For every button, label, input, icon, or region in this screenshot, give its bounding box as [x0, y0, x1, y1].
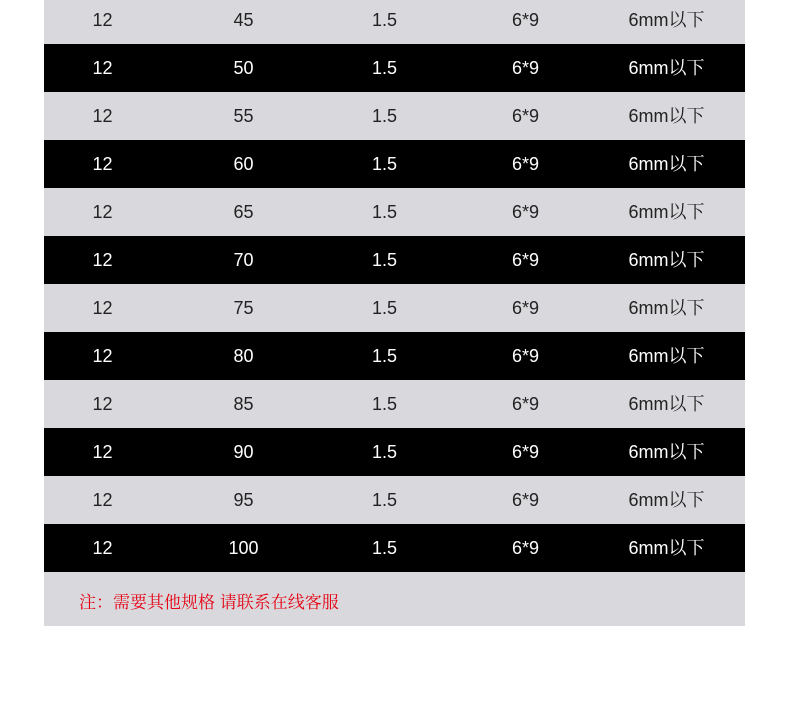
table-cell-col1: 12	[92, 538, 113, 558]
table-cell-col1: 12	[92, 10, 113, 30]
table-cell-col3: 1.5	[371, 250, 398, 270]
table-cell-col2: 55	[233, 106, 254, 126]
table-cell-col5: 6mm以下	[628, 394, 705, 414]
table-cell-col5: 6mm以下	[628, 106, 705, 126]
table-cell-col5: 6mm以下	[628, 58, 705, 78]
table-cell-col4: 6*9	[511, 106, 540, 126]
table-row	[44, 44, 745, 92]
table-cell-col1: 12	[92, 298, 113, 318]
table-cell-col1: 12	[92, 442, 113, 462]
table-cell-col2: 80	[233, 346, 254, 366]
table-cell-col2: 65	[233, 202, 254, 222]
table-cell-col3: 1.5	[371, 490, 398, 510]
table-cell-col1: 12	[92, 202, 113, 222]
table-cell-col4: 6*9	[511, 490, 540, 510]
table-cell-col3: 1.5	[371, 394, 398, 414]
table-cell-col5: 6mm以下	[628, 346, 705, 366]
table-cell-col4: 6*9	[511, 538, 540, 558]
note-text: 注：需要其他规格 请联系在线客服	[79, 593, 339, 612]
table-cell-col5: 6mm以下	[628, 250, 705, 270]
table-cell-col4: 6*9	[511, 346, 540, 366]
table-cell-col1: 12	[92, 490, 113, 510]
table-cell-col5: 6mm以下	[628, 10, 705, 30]
table-cell-col5: 6mm以下	[628, 154, 705, 174]
table-cell-col3: 1.5	[371, 298, 398, 318]
table-cell-col1: 12	[92, 106, 113, 126]
table-row	[44, 476, 745, 524]
table-cell-col4: 6*9	[511, 250, 540, 270]
table-cell-col3: 1.5	[371, 10, 398, 30]
table-cell-col3: 1.5	[371, 202, 398, 222]
table-cell-col4: 6*9	[511, 202, 540, 222]
table-row	[44, 380, 745, 428]
table-cell-col1: 12	[92, 250, 113, 270]
table-cell-col2: 75	[233, 298, 254, 318]
table-cell-col1: 12	[92, 154, 113, 174]
table-cell-col2: 90	[233, 442, 254, 462]
table-cell-col5: 6mm以下	[628, 202, 705, 222]
table-cell-col2: 95	[233, 490, 254, 510]
table-cell-col2: 85	[233, 394, 254, 414]
table-row	[44, 524, 745, 572]
table-cell-col3: 1.5	[371, 442, 398, 462]
table-cell-col4: 6*9	[511, 10, 540, 30]
table-row	[44, 140, 745, 188]
table-cell-col5: 6mm以下	[628, 538, 705, 558]
table-cell-col2: 100	[228, 538, 259, 558]
table-cell-col4: 6*9	[511, 58, 540, 78]
note-row	[44, 572, 745, 626]
table-row	[44, 284, 745, 332]
table-cell-col1: 12	[92, 346, 113, 366]
table-row	[44, 188, 745, 236]
table-row	[44, 332, 745, 380]
table-cell-col4: 6*9	[511, 154, 540, 174]
table-cell-col5: 6mm以下	[628, 442, 705, 462]
table-row	[44, 92, 745, 140]
table-cell-col3: 1.5	[371, 154, 398, 174]
table-cell-col1: 12	[92, 394, 113, 414]
table-cell-col2: 45	[233, 10, 254, 30]
spec-table	[44, 0, 745, 626]
table-cell-col2: 60	[233, 154, 254, 174]
table-row	[44, 236, 745, 284]
table-cell-col4: 6*9	[511, 394, 540, 414]
table-cell-col5: 6mm以下	[628, 490, 705, 510]
table-cell-col3: 1.5	[371, 106, 398, 126]
table-row	[44, 428, 745, 476]
table-cell-col3: 1.5	[371, 538, 398, 558]
table-cell-col2: 70	[233, 250, 254, 270]
table-cell-col2: 50	[233, 58, 254, 78]
table-cell-col3: 1.5	[371, 346, 398, 366]
table-cell-col5: 6mm以下	[628, 298, 705, 318]
table-row	[44, 0, 745, 44]
table-cell-col4: 6*9	[511, 442, 540, 462]
table-cell-col3: 1.5	[371, 58, 398, 78]
table-cell-col4: 6*9	[511, 298, 540, 318]
table-cell-col1: 12	[92, 58, 113, 78]
